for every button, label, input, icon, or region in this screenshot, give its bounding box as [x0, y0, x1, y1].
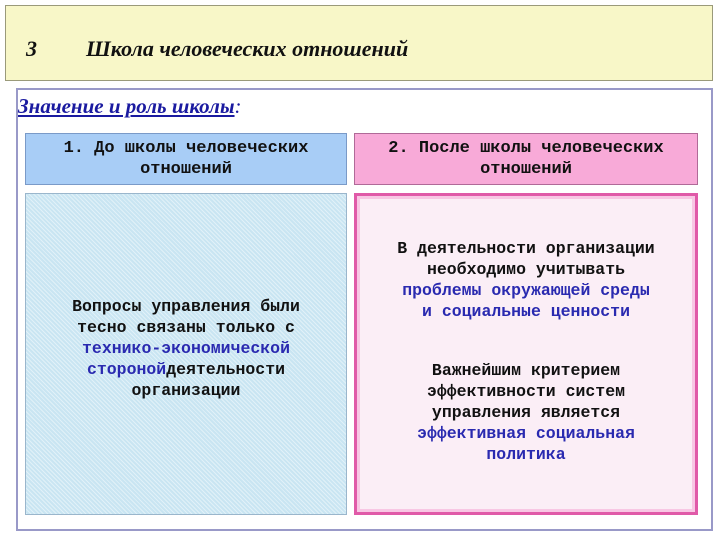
heading-line: отношений — [140, 160, 232, 179]
subtitle-colon: : — [234, 94, 242, 118]
after-content-box — [354, 193, 698, 515]
before-content-box — [25, 193, 347, 515]
after-paragraph-1 — [357, 238, 695, 322]
text-line: Вопросы управления были — [72, 297, 300, 316]
text-line: Важнейшим критерием — [431, 361, 621, 380]
highlight-text: и социальные ценности — [422, 302, 630, 321]
text-line: тесно связаны только с — [77, 318, 295, 337]
highlight-text: проблемы окружающей среды — [402, 281, 650, 300]
section-subtitle — [18, 94, 242, 119]
text-line — [26, 359, 346, 380]
after-paragraph-2 — [357, 360, 695, 465]
highlight-text: технико-экономической — [82, 339, 290, 358]
heading-line: 1. До школы человеческих — [63, 139, 309, 158]
slide-number: 3 — [26, 36, 37, 61]
column-heading-before — [25, 133, 347, 185]
highlight-text: эффективная социальная — [417, 424, 635, 443]
column-heading-after — [354, 133, 698, 185]
text-line: В деятельности организации — [397, 239, 655, 258]
heading-line: 2. После школы человеческих — [388, 139, 664, 158]
heading-line: отношений — [480, 160, 572, 179]
subtitle-text: Значение и роль школы — [18, 94, 235, 118]
text-line: необходимо учитывать — [426, 260, 626, 279]
before-paragraph — [26, 296, 346, 401]
highlight-text: политика — [486, 445, 566, 464]
slide-title: Школа человеческих отношений — [86, 36, 409, 61]
text-line: эффективности систем — [426, 382, 626, 401]
highlight-text: стороной — [86, 360, 167, 379]
text-line: управления является — [431, 403, 621, 422]
text-line: организации — [131, 381, 241, 400]
slide-header — [5, 5, 713, 81]
text-fragment: деятельности — [166, 360, 286, 379]
